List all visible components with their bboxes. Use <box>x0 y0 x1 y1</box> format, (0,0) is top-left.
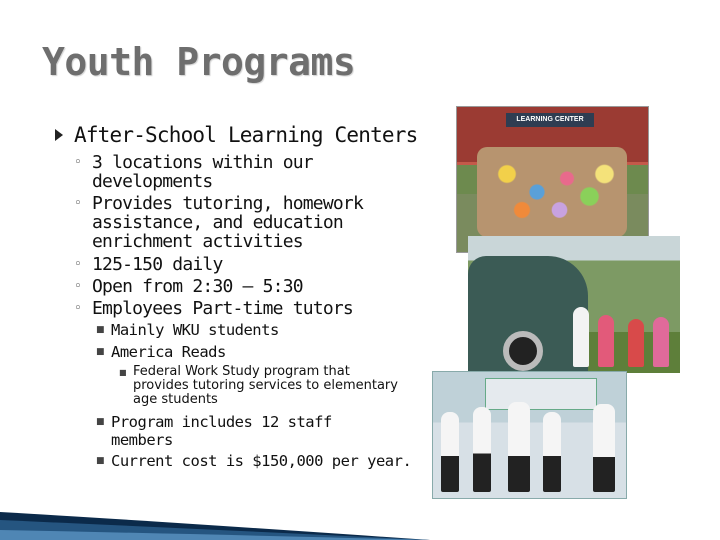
child-figure <box>573 307 589 367</box>
level2-item: 125-150 daily <box>92 254 223 275</box>
level2-marker: ◦ <box>74 257 82 272</box>
student-figure <box>543 412 561 492</box>
level3-marker: ■ <box>96 417 105 427</box>
level3-item: Program includes 12 staff members <box>111 413 332 449</box>
child-figure <box>628 319 644 367</box>
child-figure <box>653 317 669 367</box>
level4-item: Federal Work Study program that provides tutoring services to elementary age students <box>133 364 398 407</box>
student-figure <box>593 404 615 492</box>
crowd-figure <box>477 147 627 237</box>
learning-center-photo <box>456 106 649 253</box>
level1-item: After-School Learning Centers <box>74 123 418 147</box>
level1-marker <box>55 129 63 141</box>
students-photo <box>432 371 627 499</box>
level4-marker: ■ <box>119 368 127 377</box>
level3-marker: ■ <box>96 347 105 357</box>
level2-marker: ◦ <box>74 196 82 211</box>
level2-item: Employees Part-time tutors <box>92 298 353 319</box>
student-figure <box>441 412 459 492</box>
student-figure <box>473 407 491 492</box>
student-figure <box>508 402 530 492</box>
level2-marker: ◦ <box>74 279 82 294</box>
level3-item: Current cost is $150,000 per year. <box>111 452 412 470</box>
level2-item: Open from 2:30 – 5:30 <box>92 276 303 297</box>
level2-item: 3 locations within our developments <box>92 152 313 192</box>
banner <box>485 378 597 410</box>
level3-item: America Reads <box>111 343 226 361</box>
level2-marker: ◦ <box>74 301 82 316</box>
slide-title: Youth Programs <box>42 40 356 84</box>
level3-marker: ■ <box>96 325 105 335</box>
decorative-swoosh <box>0 450 430 540</box>
child-figure <box>598 315 614 367</box>
level2-marker: ◦ <box>74 155 82 170</box>
van-wheel <box>503 331 543 371</box>
level2-item: Provides tutoring, homework assistance, and education enrichment activities <box>92 193 363 252</box>
level3-marker: ■ <box>96 456 105 466</box>
level3-item: Mainly WKU students <box>111 321 279 339</box>
learning-center-sign: LEARNING CENTER <box>506 113 594 127</box>
van-photo <box>468 236 680 373</box>
